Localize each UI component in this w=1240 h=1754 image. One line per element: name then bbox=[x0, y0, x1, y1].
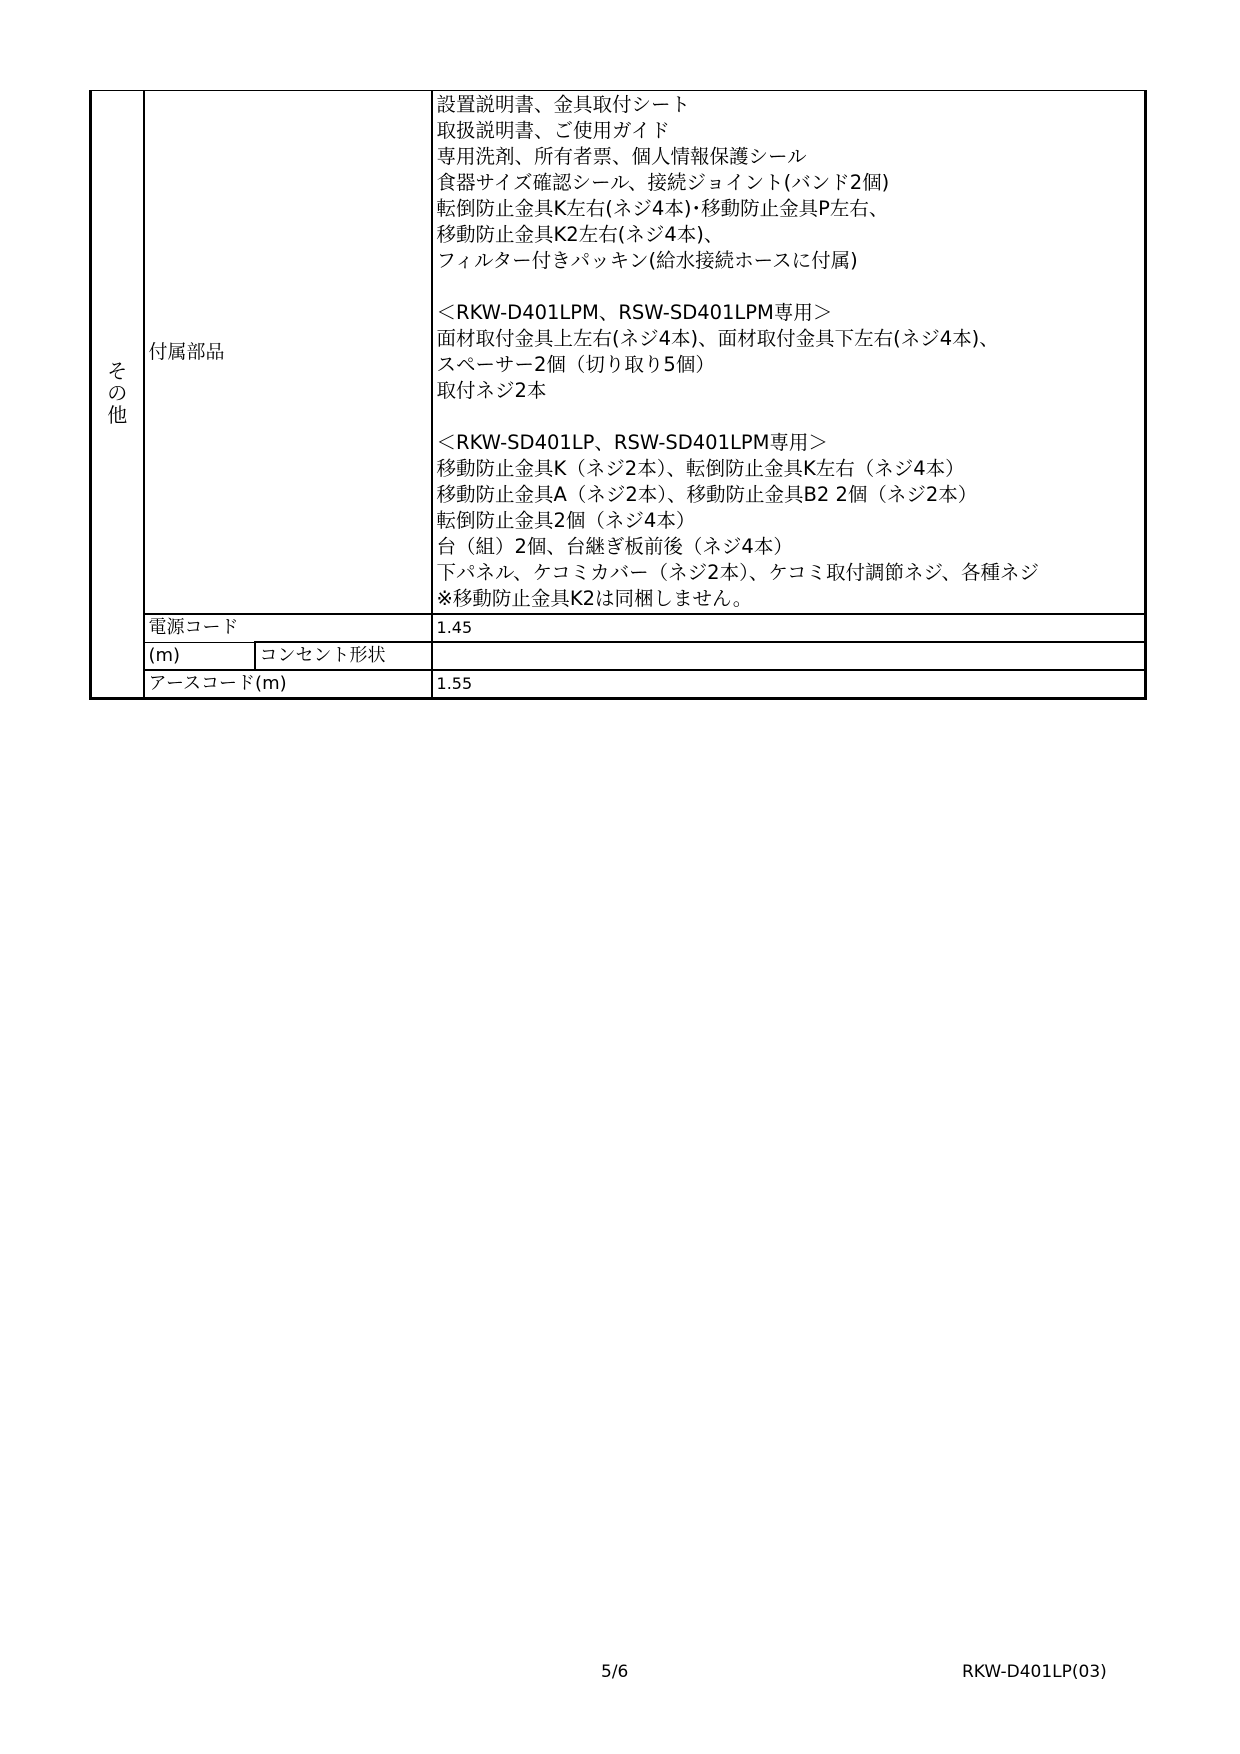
accessory-group-heading: ＜RKW-D401LPM、RSW-SD401LPM専用＞ bbox=[436, 301, 833, 324]
accessory-line: 台（組）2個、台継ぎ板前後（ネジ4本） bbox=[436, 535, 793, 558]
accessory-line: フィルター付きパッキン(給水接続ホースに付属) bbox=[436, 249, 858, 272]
earth-cord-row bbox=[91, 670, 1146, 699]
accessory-line: 専用洗剤、所有者票、個人情報保護シール bbox=[436, 145, 807, 168]
power-cord-value: 1.45 bbox=[436, 618, 473, 637]
power-cord-row bbox=[91, 614, 1146, 642]
section-label-cell bbox=[91, 91, 144, 699]
accessory-line-blank bbox=[437, 404, 1143, 430]
power-cord-label-cell bbox=[144, 614, 432, 642]
accessories-label: 付属部品 bbox=[148, 341, 225, 363]
accessory-line: 転倒防止金具K左右(ネジ4本)･移動防止金具P左右、 bbox=[436, 197, 889, 220]
outlet-label-cell bbox=[255, 642, 432, 670]
accessory-line: 面材取付金具上左右(ネジ4本)、面材取付金具下左右(ネジ4本)、 bbox=[436, 327, 999, 350]
accessories-row bbox=[91, 91, 1146, 615]
document-code: RKW-D401LP(03) bbox=[962, 1662, 1107, 1682]
accessory-line: 下パネル、ケコミカバー（ネジ2本）、ケコミ取付調節ネジ、各種ネジ bbox=[436, 561, 1039, 584]
earth-cord-value-cell bbox=[432, 670, 1146, 699]
accessory-line: 移動防止金具K（ネジ2本）、転倒防止金具K左右（ネジ4本） bbox=[436, 457, 965, 480]
earth-cord-label: アースコード(m) bbox=[148, 673, 287, 694]
accessory-group-heading: ＜RKW-SD401LP、RSW-SD401LPM専用＞ bbox=[436, 431, 828, 454]
power-cord-unit: (m) bbox=[148, 644, 181, 666]
section-label: その他 bbox=[107, 358, 128, 427]
outlet-label: コンセント形状 bbox=[259, 645, 386, 666]
accessory-line: スペーサー2個（切り取り5個） bbox=[436, 353, 715, 376]
page-number: 5/6 bbox=[601, 1662, 629, 1682]
accessories-contents bbox=[432, 91, 1146, 615]
power-cord-value-cell bbox=[432, 614, 1146, 642]
accessory-line: 取付ネジ2本 bbox=[436, 379, 547, 402]
accessories-label-cell bbox=[144, 91, 432, 615]
power-cord-label: 電源コード bbox=[148, 617, 239, 638]
earth-cord-value: 1.55 bbox=[436, 674, 473, 693]
accessory-line: 転倒防止金具2個（ネジ4本） bbox=[436, 509, 696, 532]
power-cord-unit-cell bbox=[144, 642, 255, 670]
outlet-row bbox=[91, 642, 1146, 670]
accessory-line: 移動防止金具K2左右(ネジ4本)、 bbox=[436, 223, 724, 246]
accessory-line: 取扱説明書、ご使用ガイド bbox=[436, 119, 670, 142]
accessory-line-blank bbox=[437, 274, 1143, 300]
accessory-note: ※移動防止金具K2は同梱しません。 bbox=[436, 587, 753, 610]
accessory-line: 移動防止金具A（ネジ2本）、移動防止金具B2 2個（ネジ2本） bbox=[436, 483, 978, 506]
spec-table bbox=[89, 90, 1147, 700]
accessory-line: 設置説明書、金具取付シート bbox=[436, 93, 691, 116]
outlet-value-cell bbox=[432, 642, 1146, 670]
accessory-line: 食器サイズ確認シール、接続ジョイント(バンド2個) bbox=[436, 171, 890, 194]
earth-cord-label-cell bbox=[144, 670, 432, 699]
